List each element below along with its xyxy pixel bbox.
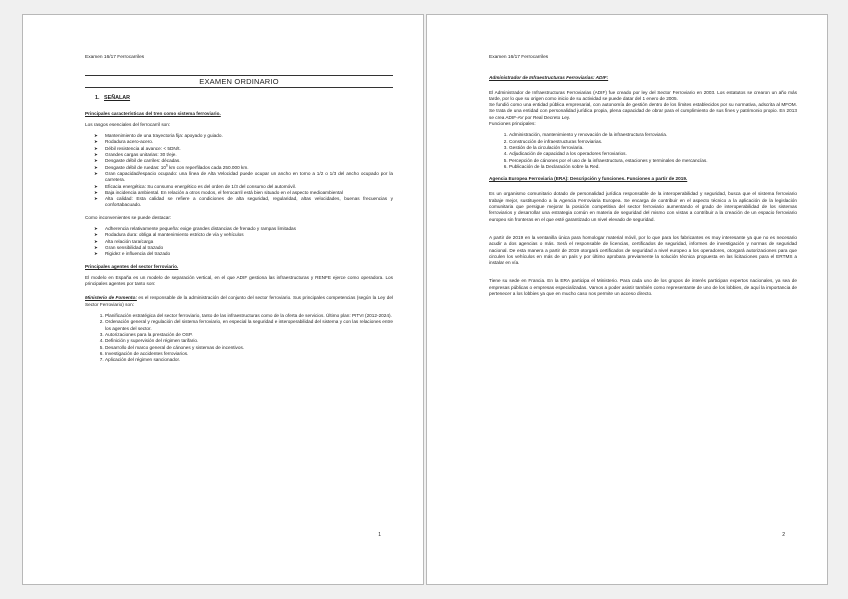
list-item: 1. Planificación estratégica del sector ferroviario, tanto de las infraestructuras como de la oferta de servicios. Último plan: PITVI (2012-2024). (105, 313, 393, 319)
list-item: ➤ Baja incidencia ambiental. En relación a otros modos, el ferrocarril está bien situado en el aspecto medioambiental (105, 190, 393, 196)
list-item: ➤ Adherencia relativamente pequeña: exige grandes distancias de frenado y rampas limitadas (105, 226, 393, 232)
list-item: 4. Definición y supervisión del régimen tarifario. (105, 338, 393, 344)
page-2-content (489, 55, 797, 302)
list-item: ➤ Gran capacidad/espacio ocupado: una línea de Alta Velocidad puede ocupar un ancho en torno a 1/2 o 1/3 del ancho ocupado por la carretera. (105, 171, 393, 184)
ministerio-text: es el responsable de la administración del conjunto del sector ferroviario. Sus principales competencias (según la Ley del Sector Ferroviario) son: (85, 295, 393, 307)
document-title: EXAMEN ORDINARIO (85, 75, 393, 88)
list-item: ➤ Rodadura acero-acero. (105, 139, 393, 145)
era-heading: Agencia Europea Ferroviaria (ERA): Descripción y funciones. Funciones a partir de 2019. (489, 176, 688, 182)
list-item: ➤ Alta relación tara/carga (105, 239, 393, 245)
list-item: 3. Gestión de la circulación ferroviaria. (509, 145, 797, 151)
inconvenientes-list (85, 226, 393, 257)
funciones-list (489, 132, 797, 170)
list-item: ➤ Rodadura dura: obliga al mantenimiento estricto de vía y vehículos (105, 232, 393, 238)
list-item: 5. Percepción de cánones por el uso de la infraestructura, estaciones y terminales de mercancías. (509, 158, 797, 164)
exponent: 6 (165, 163, 168, 168)
ministerio-title: Ministerio de Fomento: (85, 295, 137, 301)
list-item: ➤ Grandes cargas unitarias: 30 t/eje. (105, 152, 393, 158)
section-title: SEÑALAR (104, 95, 131, 102)
era-paragraph-3: Tiene su sede en Francia. En la ERA participa el Ministerio. Para cada uno de los grupos de interés participan expertos nacionales, ya sea de empresas públicas o empresas especializadas. Vamos a poder asistir también como representante de uno de los lobbies, de aquí la importancia de pertenecer a los lobbies ya que en mucho caso nos permite un acceso directo. (489, 278, 797, 297)
list-item: 1. Administración, mantenimiento y renovación de la infraestructura ferroviaria. (509, 132, 797, 138)
document-page-2 (426, 14, 828, 585)
page-number: 1 (378, 532, 381, 538)
list-item: ➤ Rigidez e influencia del trazado (105, 251, 393, 257)
list-item: 7. Aplicación del régimen sancionador. (105, 357, 393, 363)
list-item: 5. Desarrollo del marco general de cánones y sistemas de incentivos. (105, 345, 393, 351)
page-1-content (85, 55, 393, 369)
era-paragraph-1: Es un organismo comunitario dotado de personalidad jurídica responsable de la interoperabilidad y seguridad, busca que el sistema ferroviario trabaje mejor, sustituyendo a la Agencia Ferroviaria Europea. Se encarga de contribuir en el aspecto técnico a la aplicación de la legislación comunitaria que persigue mejorar la posición competitiva del sector ferroviario aumentando el grado de interoperabilidad de los sistemas ferroviarios y desarrollar una estrategia común en materia de seguridad del mismo con vistas a contribuir a la creación de un espacio ferroviario europeo sin fronteras en el que esté garantizado un nivel elevado de seguridad. (489, 191, 797, 222)
list-item: 2. Construcción de infraestructuras ferroviarias. (509, 139, 797, 145)
agents-paragraph: El modelo en España es un modelo de separación vertical, en el que ADIF gestiona las infraestructuras y RENFE ejerce como operadora. Los principales agentes por tanto son: (85, 274, 393, 287)
list-item: 4. Adjudicación de capacidad a los operadores ferroviarios. (509, 151, 797, 157)
list-item: ➤ Mantenimiento de una trayectoria fija: apoyado y guiado. (105, 133, 393, 139)
page-number: 2 (782, 532, 785, 538)
list-item: ➤ Débil resistencia al avance: < 5DN/t. (105, 146, 393, 152)
intro-rasgos: Los rasgos esenciales del ferrocarril son: (85, 121, 171, 127)
list-item-text: km con reperfilados cada 250.000 km. (167, 164, 249, 170)
list-item: ➤ Alta calidad: Esta calidad se refiere a condiciones de alta seguridad, regularidad, altas velocidades, buenas frecuencias y confortabacuado. (105, 196, 393, 209)
heading-characteristics: Principales características del tren como sistema ferroviario. (85, 110, 221, 116)
intro-inconvenientes: Como inconvenientes se puede destacar: (85, 214, 172, 220)
page-header: Examen 16/17 Ferrocarriles (489, 55, 549, 60)
heading-agents: Principales agentes del sector ferroviario. (85, 263, 179, 269)
adif-paragraph-1: El Administrador de Infraestructuras Ferroviarias (ADIF) fue creado por ley del Sector Ferroviario en 2003. Los estatutos se crearon un año más tarde, por lo que su origen como inicio de su actividad se puede datar del 1 enero de 2005. (489, 89, 797, 101)
funciones-intro: Funciones principales: (489, 121, 536, 127)
list-item: ➤ Eficacia energética: Su consumo energético es del orden de 1/3 del consumo del automóvil. (105, 184, 393, 190)
section-heading (95, 95, 393, 101)
list-item: 6. Investigación de accidentes ferroviarios. (105, 351, 393, 357)
list-item: ➤ Desgaste débil de carriles: décadas. (105, 158, 393, 164)
list-item: 6. Publicación de la Declaración sobre la Red. (509, 164, 797, 170)
list-item: 3. Autorizaciones para la prestación de OSP. (105, 332, 393, 338)
adif-title: Administrador de Infraestructuras Ferroviarias: ADIF: (489, 75, 609, 81)
era-paragraph-2: A partir de 2019 en la ventanilla única para homologar material móvil, por lo que para los fabricantes es muy interesante ya que no es necesario acudir a dos agencias o más. Será el responsable de licencias, certificados de seguridad, informes de investigación y normas de seguridad nacional. De esta manera a partir de 2019 otorgará certificados de seguridad a nivel europeo a los operadores, otorgará autorizaciones para que circulen los vehículos en más de un país y por último aprobara previamente la solución técnica propuesta en las licitaciones para el ERTMS a instalar en vía. (489, 234, 797, 266)
section-number: 1. (95, 95, 100, 102)
list-item: ➤ Gran sensibilidad al trazado (105, 245, 393, 251)
adif-paragraph-2: Se fundió como una entidad pública empresarial, con autonomía de gestión dentro de los límites establecidos por su normativa, adscrita al MFOM. Se trata de una entidad con personalidad jurídica propia, plena capacidad de obrar para el cumplimiento de sus fines y patrimonio propio. En 2013 se crea ADIF-AV por Real Decreto Ley. (489, 102, 797, 120)
list-item-text: Desgaste débil de ruedas: 10 (105, 164, 166, 170)
ministerio-paragraph (85, 295, 393, 308)
page-header: Examen 16/17 Ferrocarriles (85, 55, 145, 60)
list-item: 2. Ordenación general y regulación del sistema ferroviario, en especial la seguridad e interoperabilidad del sistema y con las relaciones entre los agentes del sector. (105, 319, 393, 332)
rasgos-list (85, 133, 393, 209)
document-page-1 (22, 14, 424, 585)
competencias-list (85, 313, 393, 363)
